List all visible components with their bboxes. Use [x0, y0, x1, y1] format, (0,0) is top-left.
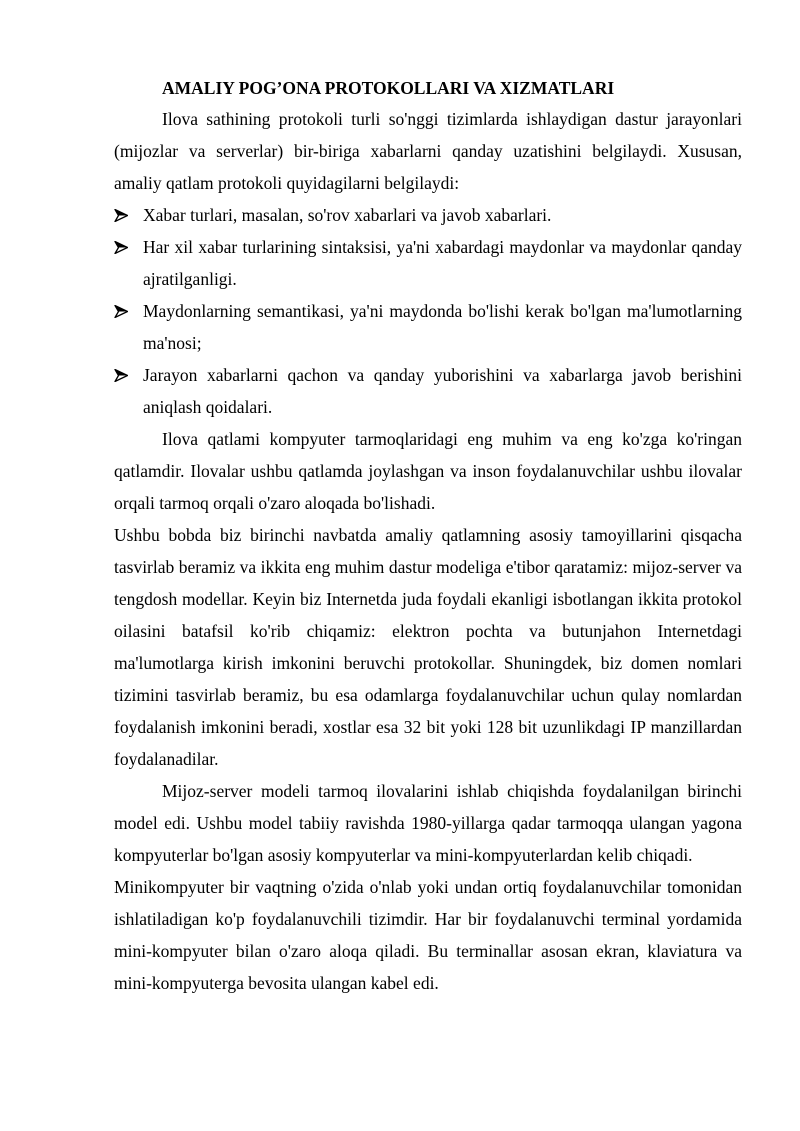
list-item [114, 295, 742, 359]
list-item-text: Xabar turlari, masalan, so'rov xabarlari va javob xabarlari. [143, 205, 552, 225]
arrowhead-bullet-icon [114, 241, 128, 254]
intro-paragraph: Ilova sathining protokoli turli so'nggi tizimlarda ishlaydigan dastur jarayonlari (mijozlar va serverlar) bir-biriga xabarlarni qanday uzatishini belgilaydi. Xususan, amaliy qatlam protokoli quyidagilarni belgilaydi: [114, 109, 742, 193]
list-item [114, 359, 742, 423]
arrowhead-bullet-icon [114, 369, 128, 382]
paragraph-minicomputer: Minikompyuter bir vaqtning o'zida o'nlab yoki undan ortiq foydalanuvchilar tomonidan ishlatiladigan ko'p foydalanuvchili tizimdir. Har bir foydalanuvchi terminal yordamida mini-kompyuter bilan o'zaro aloqa qiladi. Bu terminallar asosan ekran, klaviatura va mini-kompyuterga bevosita ulangan kabel edi. [114, 877, 742, 993]
list-item-text: Har xil xabar turlarining sintaksisi, ya'ni xabardagi maydonlar va maydonlar qanday ajratilganligi. [143, 237, 742, 289]
list-item [114, 199, 742, 231]
document-title: AMALIY POG’ONA PROTOKOLLARI VA XIZMATLARI [162, 78, 615, 98]
list-item-text: Jarayon xabarlarni qachon va qanday yuborishini va xabarlarga javob berishini aniqlash qoidalari. [143, 365, 742, 417]
paragraph-application-layer: Ilova qatlami kompyuter tarmoqlaridagi eng muhim va eng ko'zga ko'ringan qatlamdir. Ilovalar ushbu qatlamda joylashgan va inson foydalanuvchilar ushbu ilovalar orqali tarmoq orqali o'zaro aloqada bo'lishadi. [114, 429, 742, 513]
list-item [114, 231, 742, 295]
document-page [114, 73, 742, 999]
arrowhead-bullet-icon [114, 209, 128, 222]
paragraph-client-server: Mijoz-server modeli tarmoq ilovalarini ishlab chiqishda foydalanilgan birinchi model edi. Ushbu model tabiiy ravishda 1980-yillarga qadar tarmoqqa ulangan yagona kompyuterlar bo'lgan asosiy kompyuterlar va mini-kompyuterlardan kelib chiqadi. [114, 781, 742, 865]
paragraph-chapter-overview: Ushbu bobda biz birinchi navbatda amaliy qatlamning asosiy tamoyillarini qisqacha tasvirlab beramiz va ikkita eng muhim dastur modeliga e'tibor qaratamiz: mijoz-server va tengdosh modellar. Keyin biz Internetda juda foydali ekanligi isbotlangan ikkita protokol oilasini batafsil ko'rib chiqamiz: elektron pochta va butunjahon Internetdagi ma'lumotlarga kirish imkonini beruvchi protokollar. Shuningdek, biz domen nomlari tizimini tasvirlab beramiz, bu esa odamlarga foydalanuvchilar uchun qulay nomlardan foydalanish imkonini beradi, xostlar esa 32 bit yoki 128 bit uzunlikdagi IP manzillardan foydalanadilar. [114, 525, 742, 769]
list-item-text: Maydonlarning semantikasi, ya'ni maydonda bo'lishi kerak bo'lgan ma'lumotlarning ma'nosi; [143, 301, 742, 353]
arrowhead-bullet-icon [114, 305, 128, 318]
bullet-list [114, 199, 742, 423]
